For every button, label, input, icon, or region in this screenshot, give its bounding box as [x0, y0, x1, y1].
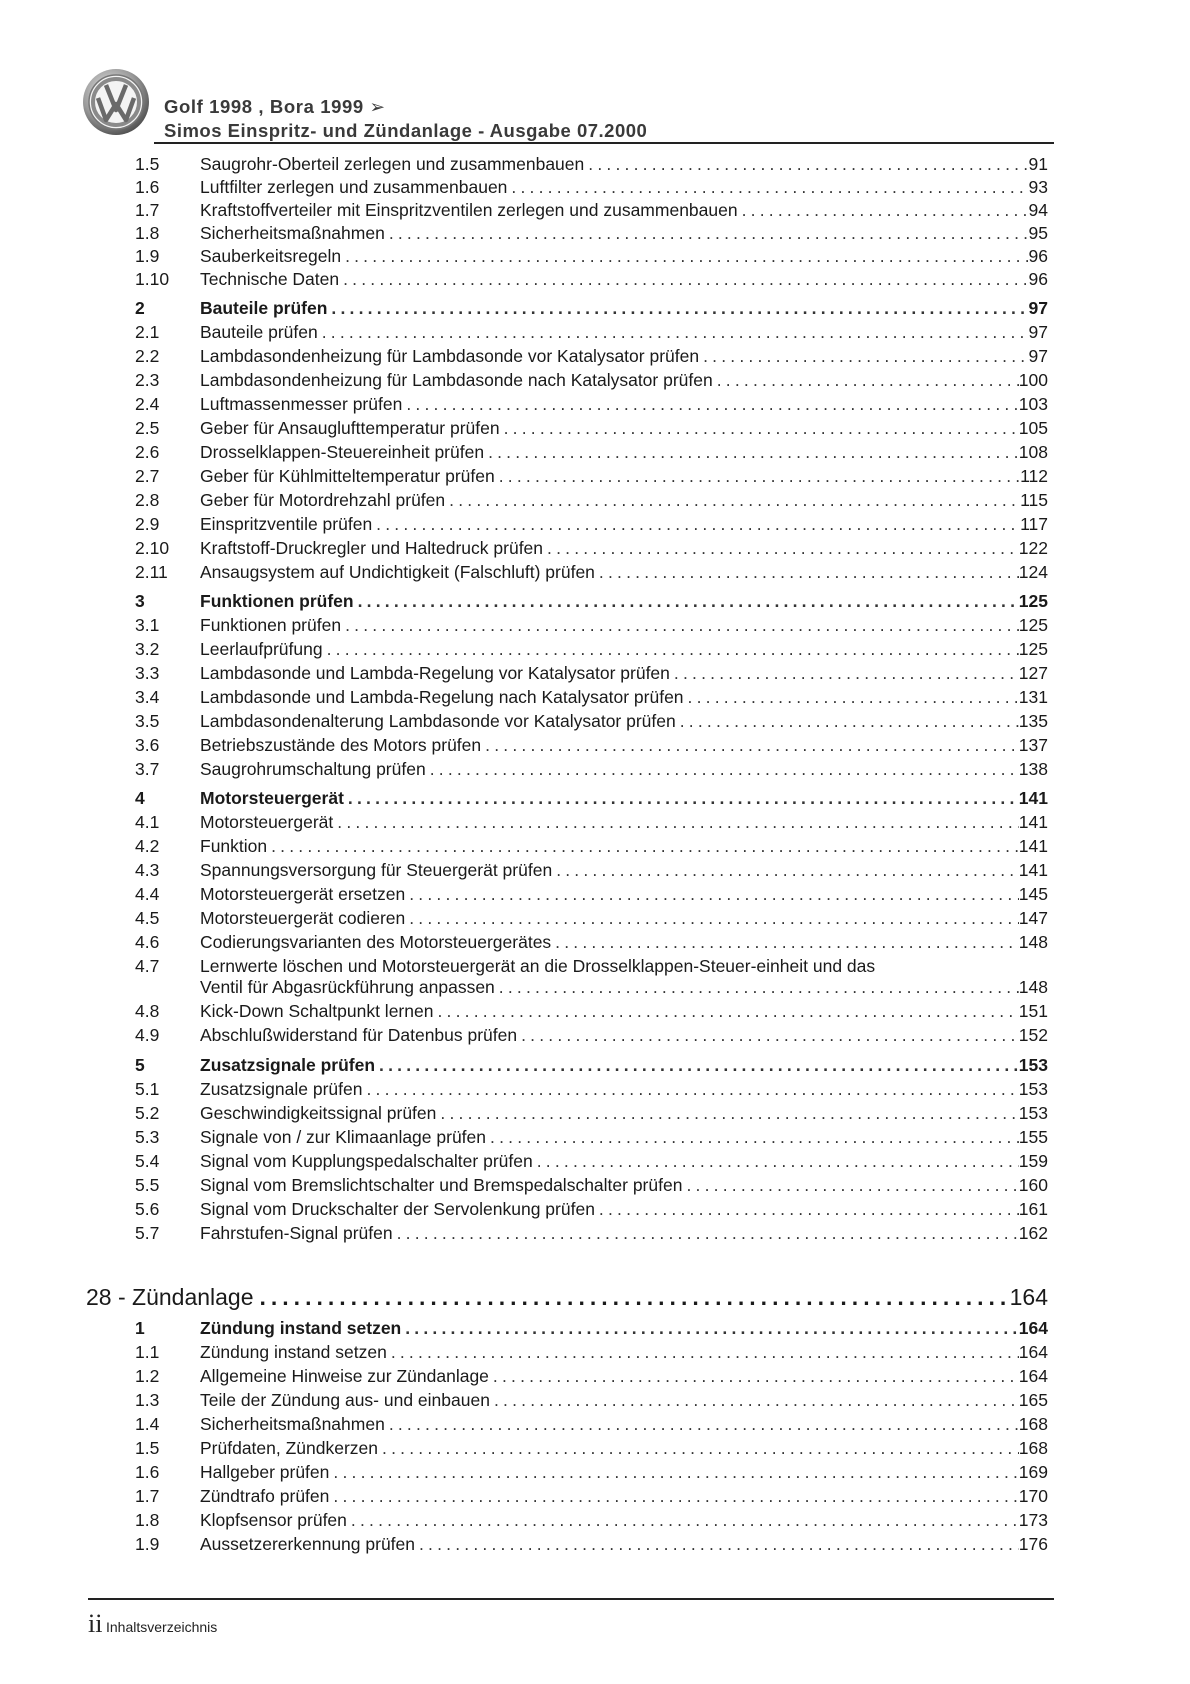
entry-title-line1: Lernwerte löschen und Motorsteuergerät an die Drosselklappen-Steuer-einheit und das — [200, 956, 876, 976]
entry-title: Spannungsversorgung für Steuergerät prüfen — [200, 860, 553, 880]
dot-leader — [703, 346, 1028, 367]
entry-number: 2.1 — [135, 322, 160, 342]
page-header — [82, 68, 1054, 144]
entry-number: 1.9 — [135, 1534, 160, 1554]
entry-title: Sicherheitsmaßnahmen — [200, 1414, 385, 1434]
dot-leader — [327, 639, 1019, 660]
entry-page: 147 — [1018, 908, 1048, 928]
entry-number: 4.9 — [135, 1025, 160, 1045]
dot-leader — [430, 759, 1019, 780]
dot-leader — [271, 836, 1019, 857]
dot-leader — [499, 466, 1020, 487]
entry-title: Klopfsensor prüfen — [200, 1510, 347, 1530]
entry-page: 141 — [1018, 860, 1048, 880]
entry-page: 108 — [1018, 442, 1048, 462]
entry-number: 1.5 — [135, 1438, 160, 1458]
entry-number: 3.2 — [135, 639, 160, 659]
entry-title: Sicherheitsmaßnahmen — [200, 223, 385, 243]
entry-number: 5.5 — [135, 1175, 160, 1195]
entry-page: 141 — [1018, 836, 1048, 856]
dot-leader — [322, 322, 1029, 343]
entry-title: Teile der Zündung aus- und einbauen — [200, 1390, 490, 1410]
dot-leader — [504, 418, 1019, 439]
dot-leader — [343, 269, 1028, 290]
dot-leader — [358, 591, 1019, 612]
entry-number: 1.8 — [135, 223, 160, 243]
dot-leader — [717, 370, 1019, 391]
entry-title: Funktionen prüfen — [200, 615, 342, 635]
entry-page: 162 — [1018, 1223, 1048, 1243]
dot-leader — [331, 298, 1028, 319]
entry-number: 1.7 — [135, 200, 160, 220]
entry-number: 1.9 — [135, 246, 160, 266]
entry-number: 1 — [135, 1318, 145, 1338]
entry-number: 4.4 — [135, 884, 160, 904]
entry-page: 127 — [1018, 663, 1048, 683]
entry-page: 164 — [1018, 1366, 1048, 1386]
dot-leader — [599, 562, 1019, 583]
dot-leader — [449, 490, 1020, 511]
dot-leader — [337, 812, 1019, 833]
entry-title: Zusatzsignale prüfen — [200, 1079, 363, 1099]
dot-leader — [397, 1223, 1019, 1244]
dot-leader — [499, 977, 1019, 998]
entry-number: 2.2 — [135, 346, 160, 366]
entry-title: Motorsteuergerät codieren — [200, 908, 406, 928]
dot-leader — [389, 1414, 1019, 1435]
entry-title: Motorsteuergerät — [200, 788, 344, 808]
entry-number: 2.5 — [135, 418, 160, 438]
entry-page: 95 — [1028, 223, 1048, 243]
entry-number: 3.5 — [135, 711, 160, 731]
entry-number: 4.5 — [135, 908, 160, 928]
dot-leader — [494, 1390, 1019, 1411]
entry-number: 1.2 — [135, 1366, 160, 1386]
entry-title: Bauteile prüfen — [200, 322, 318, 342]
entry-page: 96 — [1028, 269, 1048, 289]
entry-number: 1.6 — [135, 1462, 160, 1482]
dot-leader — [348, 788, 1019, 809]
entry-number: 3.6 — [135, 735, 160, 755]
dot-leader — [440, 1103, 1018, 1124]
entry-title: Leerlaufprüfung — [200, 639, 323, 659]
entry-page: 151 — [1018, 1001, 1048, 1021]
entry-page: 91 — [1028, 154, 1048, 174]
entry-title: Lambdasondenheizung für Lambdasonde nach Katalysator prüfen — [200, 370, 713, 390]
entry-title: Funktion — [200, 836, 268, 856]
entry-title: Sauberkeitsregeln — [200, 246, 342, 266]
entry-page: 164 — [1018, 1342, 1048, 1362]
entry-page: 100 — [1018, 370, 1048, 390]
document-title: Golf 1998 , Bora 1999 ➢ — [164, 96, 386, 117]
entry-page: 161 — [1018, 1199, 1048, 1219]
dot-leader — [419, 1534, 1019, 1555]
entry-number: 2.4 — [135, 394, 160, 414]
entry-number: 1.1 — [135, 1342, 160, 1362]
entry-title: Kick-Down Schaltpunkt lernen — [200, 1001, 434, 1021]
entry-title: Signal vom Kupplungspedalschalter prüfen — [200, 1151, 533, 1171]
chapter-page: 164 — [1009, 1284, 1048, 1310]
entry-page: 97 — [1028, 322, 1048, 342]
entry-title: Lambdasonde und Lambda-Regelung vor Katalysator prüfen — [200, 663, 670, 683]
entry-page: 153 — [1018, 1103, 1048, 1123]
entry-number: 2.9 — [135, 514, 160, 534]
dot-leader — [493, 1366, 1019, 1387]
entry-page: 105 — [1018, 418, 1048, 438]
entry-number: 2.3 — [135, 370, 160, 390]
entry-page: 168 — [1018, 1438, 1048, 1458]
chapter-title: 28 - Zündanlage — [86, 1284, 254, 1310]
dot-leader — [351, 1510, 1019, 1531]
dot-leader — [490, 1127, 1019, 1148]
entry-page: 153 — [1018, 1079, 1048, 1099]
entry-page: 159 — [1018, 1151, 1048, 1171]
entry-number: 3.4 — [135, 687, 160, 707]
entry-title: Saugrohrumschaltung prüfen — [200, 759, 426, 779]
entry-number: 5.3 — [135, 1127, 160, 1147]
entry-page: 97 — [1028, 298, 1048, 318]
entry-number: 5 — [135, 1055, 145, 1075]
entry-number: 5.4 — [135, 1151, 160, 1171]
dot-leader — [588, 154, 1028, 175]
entry-page: 169 — [1018, 1462, 1048, 1482]
entry-number: 1.3 — [135, 1390, 160, 1410]
entry-page: 115 — [1020, 490, 1048, 510]
entry-title: Motorsteuergerät — [200, 812, 334, 832]
entry-number: 2 — [135, 298, 145, 318]
entry-title: Motorsteuergerät ersetzen — [200, 884, 406, 904]
entry-page: 117 — [1020, 514, 1048, 534]
entry-number: 5.2 — [135, 1103, 160, 1123]
entry-title: Bauteile prüfen — [200, 298, 328, 318]
header-rule — [154, 142, 1054, 144]
entry-title: Codierungsvarianten des Motorsteuergerätes — [200, 932, 552, 952]
entry-page: 141 — [1018, 812, 1048, 832]
entry-number: 2.6 — [135, 442, 160, 462]
entry-title: Geschwindigkeitssignal prüfen — [200, 1103, 437, 1123]
dot-leader — [742, 200, 1029, 221]
entry-page: 152 — [1018, 1025, 1048, 1045]
entry-title: Aussetzererkennung prüfen — [200, 1534, 415, 1554]
dot-leader — [345, 615, 1019, 636]
entry-title: Signale von / zur Klimaanlage prüfen — [200, 1127, 487, 1147]
dot-leader — [366, 1079, 1018, 1100]
entry-title: Lambdasonde und Lambda-Regelung nach Katalysator prüfen — [200, 687, 684, 707]
entry-number: 5.1 — [135, 1079, 160, 1099]
entry-title: Signal vom Druckschalter der Servolenkung prüfen — [200, 1199, 595, 1219]
entry-title: Einspritzventile prüfen — [200, 514, 373, 534]
entry-number: 3.7 — [135, 759, 160, 779]
entry-title: Geber für Ansauglufttemperatur prüfen — [200, 418, 500, 438]
dot-leader — [409, 908, 1019, 929]
entry-title: Fahrstufen-Signal prüfen — [200, 1223, 393, 1243]
dot-leader — [555, 932, 1019, 953]
entry-page: 170 — [1018, 1486, 1048, 1506]
entry-title: Lambdasondenheizung für Lambdasonde vor Katalysator prüfen — [200, 346, 700, 366]
dot-leader — [674, 663, 1019, 684]
entry-title: Hallgeber prüfen — [200, 1462, 330, 1482]
dot-leader — [488, 442, 1019, 463]
entry-page: 94 — [1028, 200, 1048, 220]
dot-leader — [391, 1342, 1019, 1363]
entry-title: Luftfilter zerlegen und zusammenbauen — [200, 177, 508, 197]
page-number: ii — [88, 1609, 103, 1638]
entry-number: 2.7 — [135, 466, 160, 486]
entry-number: 4.7 — [135, 956, 160, 976]
entry-page: 137 — [1018, 735, 1048, 755]
dot-leader — [556, 860, 1019, 881]
entry-number: 3 — [135, 591, 145, 611]
entry-number: 2.11 — [135, 562, 168, 582]
dot-leader — [437, 1001, 1018, 1022]
entry-title: Betriebszustände des Motors prüfen — [200, 735, 482, 755]
entry-title: Abschlußwiderstand für Datenbus prüfen — [200, 1025, 518, 1045]
entry-page: 125 — [1018, 615, 1048, 635]
entry-title: Drosselklappen-Steuereinheit prüfen — [200, 442, 485, 462]
dot-leader — [680, 711, 1019, 732]
entry-title: Geber für Kühlmitteltemperatur prüfen — [200, 466, 495, 486]
entry-page: 160 — [1018, 1175, 1048, 1195]
entry-title: Funktionen prüfen — [200, 591, 354, 611]
entry-number: 4.1 — [135, 812, 160, 832]
entry-title: Saugrohr-Oberteil zerlegen und zusammenbauen — [200, 154, 585, 174]
dot-leader — [547, 538, 1019, 559]
entry-title: Signal vom Bremslichtschalter und Bremspedalschalter prüfen — [200, 1175, 683, 1195]
dot-leader — [599, 1199, 1019, 1220]
document-subtitle: Simos Einspritz- und Zündanlage - Ausgabe 07.2000 — [164, 120, 648, 141]
entry-title: Ansaugsystem auf Undichtigkeit (Falschluft) prüfen — [200, 562, 595, 582]
entry-number: 4.2 — [135, 836, 160, 856]
entry-title: Kraftstoff-Druckregler und Haltedruck prüfen — [200, 538, 544, 558]
entry-page: 153 — [1018, 1055, 1048, 1075]
entry-number: 3.3 — [135, 663, 160, 683]
dot-leader — [345, 246, 1028, 267]
entry-page: 176 — [1018, 1534, 1048, 1554]
entry-page: 173 — [1018, 1510, 1048, 1530]
dot-leader — [382, 1438, 1019, 1459]
entry-number: 1.4 — [135, 1414, 160, 1434]
footer-rule — [88, 1598, 1054, 1600]
dot-leader — [379, 1055, 1019, 1076]
entry-title: Geber für Motordrehzahl prüfen — [200, 490, 446, 510]
entry-page: 165 — [1018, 1390, 1048, 1410]
dot-leader — [521, 1025, 1019, 1046]
entry-page: 148 — [1018, 932, 1048, 952]
dot-leader — [409, 884, 1019, 905]
dot-leader — [686, 1175, 1018, 1196]
entry-title: Luftmassenmesser prüfen — [200, 394, 403, 414]
entry-title: Lambdasondenalterung Lambdasonde vor Katalysator prüfen — [200, 711, 676, 731]
entry-number: 1.7 — [135, 1486, 160, 1506]
entry-page: 145 — [1018, 884, 1048, 904]
entry-number: 4.8 — [135, 1001, 160, 1021]
entry-page: 124 — [1018, 562, 1048, 582]
entry-page: 135 — [1018, 711, 1048, 731]
entry-number: 2.8 — [135, 490, 160, 510]
entry-number: 3.1 — [135, 615, 160, 635]
entry-page: 97 — [1028, 346, 1048, 366]
dot-leader — [376, 514, 1020, 535]
dot-leader — [333, 1486, 1018, 1507]
dot-leader — [511, 177, 1028, 198]
entry-title: Zündung instand setzen — [200, 1342, 387, 1362]
entry-title: Kraftstoffverteiler mit Einspritzventilen zerlegen und zusammenbauen — [200, 200, 738, 220]
entry-number: 1.6 — [135, 177, 160, 197]
entry-number: 5.6 — [135, 1199, 160, 1219]
entry-page: 125 — [1018, 591, 1048, 611]
entry-page: 141 — [1018, 788, 1048, 808]
vw-logo-icon — [82, 68, 150, 136]
entry-page: 131 — [1018, 687, 1048, 707]
entry-page: 138 — [1018, 759, 1048, 779]
dot-leader — [485, 735, 1019, 756]
dot-leader — [260, 1284, 1010, 1311]
entry-page: 155 — [1018, 1127, 1048, 1147]
entry-number: 5.7 — [135, 1223, 160, 1243]
dot-leader — [405, 1318, 1019, 1339]
entry-number: 1.5 — [135, 154, 160, 174]
entry-title: Zündung instand setzen — [200, 1318, 402, 1338]
entry-title: Allgemeine Hinweise zur Zündanlage — [200, 1366, 489, 1386]
dot-leader — [537, 1151, 1019, 1172]
entry-number: 1.10 — [135, 269, 170, 289]
entry-number: 2.10 — [135, 538, 170, 558]
entry-number: 4.3 — [135, 860, 160, 880]
entry-number: 4.6 — [135, 932, 160, 952]
entry-page: 103 — [1018, 394, 1048, 414]
entry-title: Prüfdaten, Zündkerzen — [200, 1438, 379, 1458]
entry-number: 4 — [135, 788, 145, 808]
entry-title: Zusatzsignale prüfen — [200, 1055, 376, 1075]
entry-number: 1.8 — [135, 1510, 160, 1530]
entry-title: Ventil für Abgasrückführung anpassen — [200, 977, 495, 997]
entry-page: 125 — [1018, 639, 1048, 659]
entry-page: 148 — [1018, 977, 1048, 997]
dot-leader — [406, 394, 1018, 415]
entry-title: Zündtrafo prüfen — [200, 1486, 330, 1506]
entry-page: 122 — [1018, 538, 1048, 558]
entry-title: Technische Daten — [200, 269, 340, 289]
dot-leader — [333, 1462, 1018, 1483]
entry-page: 96 — [1028, 246, 1048, 266]
entry-page: 112 — [1020, 466, 1048, 486]
dot-leader — [688, 687, 1019, 708]
entry-page: 93 — [1028, 177, 1048, 197]
entry-page: 168 — [1018, 1414, 1048, 1434]
entry-page: 164 — [1018, 1318, 1048, 1338]
footer-label: Inhaltsverzeichnis — [106, 1619, 218, 1635]
dot-leader — [389, 223, 1029, 244]
